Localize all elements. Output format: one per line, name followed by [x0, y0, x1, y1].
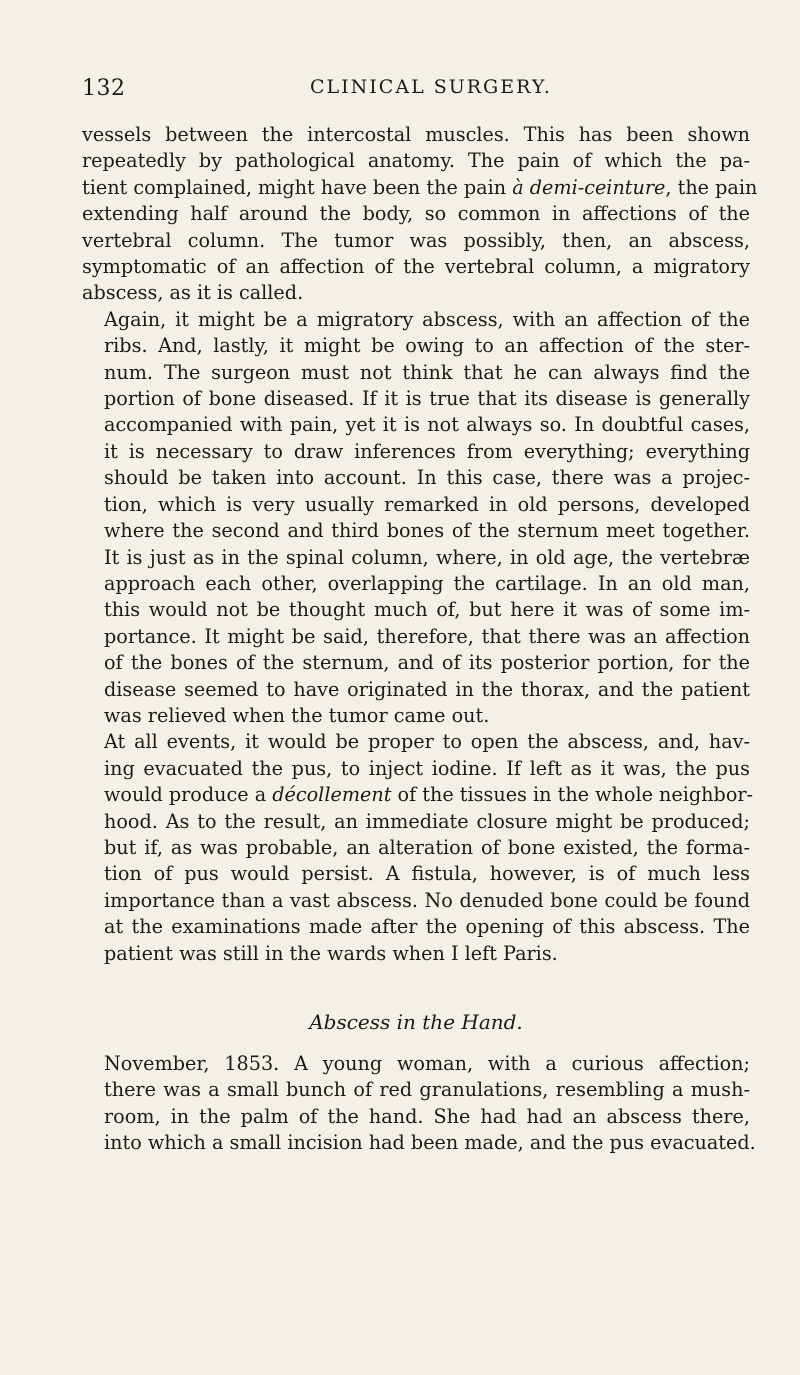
text-line: portance. It might be said, therefore, that there was an affection	[104, 624, 750, 648]
text-line: tion, which is very usually remarked in old persons, developed	[104, 492, 750, 516]
text-line: num. The surgeon must not think that he can always find the	[104, 360, 750, 384]
page-number: 132	[82, 76, 126, 101]
text-line: extending half around the body, so common in affections of the	[82, 202, 750, 226]
text-line: accompanied with pain, yet it is not always so. In doubtful cases,	[104, 413, 750, 437]
text-line: ribs. And, lastly, it might be owing to an affection of the ster-	[104, 334, 750, 358]
section-paragraphs	[82, 1051, 756, 1157]
text-line: room, in the palm of the hand. She had had an abscess there,	[104, 1104, 750, 1128]
text-line: was relieved when the tumor came out.	[104, 703, 490, 727]
text-line: tient complained, might have been the pain à demi-ceinture, the pain	[82, 175, 758, 199]
text-line: vertebral column. The tumor was possibly, then, an abscess,	[82, 228, 750, 252]
text-line: but if, as was probable, an alteration of bone existed, the forma-	[104, 835, 750, 859]
text-line: vessels between the intercostal muscles. This has been shown	[82, 123, 750, 146]
text-line: hood. As to the result, an immediate closure might be produced;	[104, 809, 750, 833]
text-line: would produce a décollement of the tissues in the whole neighbor-	[104, 783, 754, 807]
running-head	[82, 76, 750, 106]
running-title: CLINICAL SURGERY.	[310, 76, 552, 98]
text-line: this would not be thought much of, but here it was of some im-	[104, 598, 750, 622]
text-line: portion of bone diseased. If it is true that its disease is generally	[104, 387, 750, 411]
text-line: approach each other, overlapping the cartilage. In an old man,	[104, 571, 750, 595]
text-line: abscess, as it is called.	[82, 281, 304, 305]
paragraph	[82, 307, 750, 730]
paragraph	[82, 729, 754, 967]
text-line: Again, it might be a migratory abscess, with an affection of the	[104, 307, 750, 331]
body-text	[82, 122, 758, 1157]
text-line: of the bones of the sternum, and of its posterior portion, for the	[104, 651, 750, 675]
text-line: it is necessary to draw inferences from everything; everything	[104, 439, 750, 463]
text-line: November, 1853. A young woman, with a curious affection;	[104, 1052, 750, 1075]
paragraph	[82, 122, 758, 307]
text-line: into which a small incision had been made, and the pus evacuated.	[104, 1131, 756, 1155]
text-line: there was a small bunch of red granulations, resembling a mush-	[104, 1078, 750, 1102]
section-heading: Abscess in the Hand.	[309, 1010, 523, 1034]
text-line: tion of pus would persist. A fistula, however, is of much less	[104, 862, 750, 886]
text-line: should be taken into account. In this case, there was a projec-	[104, 466, 750, 490]
text-line: patient was still in the wards when I left Paris.	[104, 941, 558, 965]
text-line: where the second and third bones of the sternum meet together.	[104, 519, 750, 543]
text-line: symptomatic of an affection of the vertebral column, a migratory	[82, 255, 750, 279]
text-line: At all events, it would be proper to open the abscess, and, hav-	[104, 730, 750, 754]
text-line: ing evacuated the pus, to inject iodine. If left as it was, the pus	[104, 756, 750, 780]
text-line: It is just as in the spinal column, where, in old age, the vertebræ	[104, 545, 750, 569]
text-line: importance than a vast abscess. No denuded bone could be found	[104, 888, 750, 912]
text-line: disease seemed to have originated in the thorax, and the patient	[104, 677, 750, 701]
paragraphs	[82, 122, 758, 967]
text-line: at the examinations made after the opening of this abscess. The	[104, 915, 750, 939]
paragraph	[82, 1051, 756, 1157]
text-line: repeatedly by pathological anatomy. The pain of which the pa-	[82, 149, 750, 173]
